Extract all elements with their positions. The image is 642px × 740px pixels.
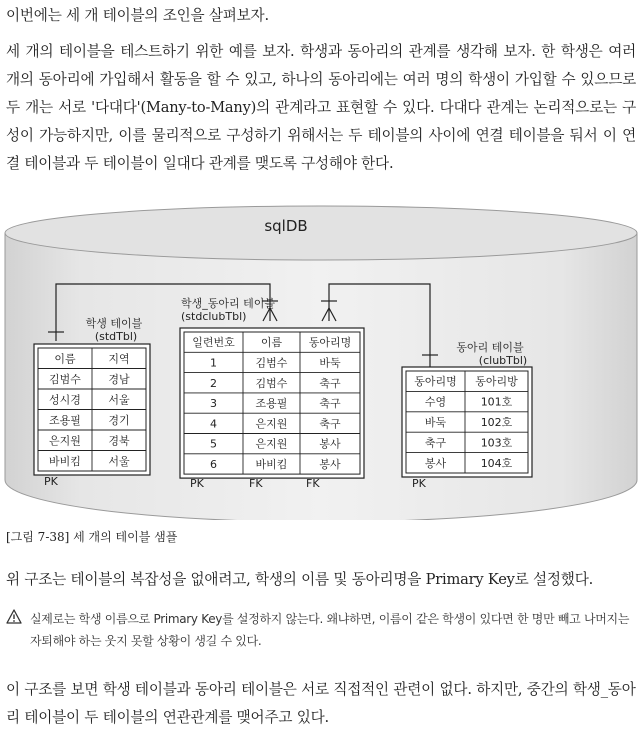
- key-label: PK: [44, 475, 58, 488]
- key-label: PK: [190, 477, 204, 490]
- table-header-cell: 동아리명: [414, 375, 457, 389]
- table-cell: 4: [210, 417, 217, 431]
- paragraph-primary-key: 위 구조는 테이블의 복잡성을 없애려고, 학생의 이름 및 동아리명을 Primary Key로 설정했다.: [6, 571, 594, 588]
- table-cell: 6: [210, 457, 217, 471]
- table-cell: 104호: [480, 456, 513, 470]
- warning-icon: [6, 609, 22, 624]
- table-cell: 은지원: [255, 437, 288, 451]
- table-cell: 경기: [108, 413, 130, 427]
- figure-caption: [그림 7-38] 세 개의 테이블 샘플: [6, 530, 178, 544]
- table-cell: 봉사: [424, 456, 447, 470]
- table-header-cell: 이름: [260, 336, 283, 350]
- table-cell: 축구: [424, 436, 447, 450]
- table-cell: 은지원: [49, 434, 81, 448]
- table-cell: 1: [210, 356, 217, 370]
- table-cell: 봉사: [319, 457, 341, 471]
- std-table-title: 학생 테이블: [85, 317, 143, 330]
- table-cell: 바둑: [424, 416, 447, 429]
- paragraph-relation: 이 구조를 보면 학생 테이블과 동아리 테이블은 서로 직접적인 관련이 없다. 하지만, 중간의 학생_동아리 테이블이 두 테이블의 연관관계를 맺어주고 있다.: [6, 681, 636, 726]
- note-text: 실제로는 학생 이름으로 Primary Key를 설정하지 않는다. 왜냐하면, 이름이 같은 학생이 있다면 한 명만 빼고 나머지는 자퇴해야 하는 웃지 못할 상황이 생길 수 있다.: [30, 612, 630, 648]
- stdclub-table-title: 학생_동아리 테이블: [181, 297, 276, 310]
- key-label: FK: [306, 477, 320, 490]
- intro-paragraph: 이번에는 세 개 테이블의 조인을 살펴보자.: [6, 7, 269, 24]
- std-table-subtitle: (stdTbl): [94, 330, 138, 343]
- table-header-cell: 이름: [54, 352, 76, 366]
- table-cell: 바비킴: [49, 454, 81, 468]
- table-cell: 서울: [108, 393, 130, 407]
- database-cylinder-top: [5, 206, 637, 260]
- table-cell: 축구: [319, 417, 341, 431]
- table-cell: 김범수: [255, 356, 288, 370]
- table-cell: 조용필: [255, 397, 288, 411]
- club-table-subtitle: (clubTbl): [478, 354, 528, 367]
- table-cell: 바비킴: [255, 457, 288, 471]
- table-cell: 바둑: [319, 356, 341, 370]
- table-cell: 101호: [480, 395, 513, 409]
- table-cell: 5: [210, 437, 217, 451]
- table-cell: 축구: [319, 397, 341, 411]
- note-box: [6, 608, 634, 652]
- club-table-title: 동아리 테이블: [456, 341, 524, 354]
- table-cell: 김범수: [255, 376, 288, 390]
- paragraph-many-to-many: 세 개의 테이블을 테스트하기 위한 예를 보자. 학생과 동아리의 관계를 생각해 보자. 한 학생은 여러 개의 동아리에 가입해서 활동을 할 수 있고, 하나의 동아리에는 여러 명의 학생이 가입할 수 있으므로 두 개는 서로 '다대다'(Many-to-Many)의 관계라고 표현할 수 있다. 다대다 관계는 논리적으로는 구성이 가능하지만, 이를 물리적으로 구성하기 위해서는 두 테이블의 사이에 연결 테이블을 둬서 이 연결 테이블과 두 테이블이 일대다 관계를 맺도록 구성해야 한다.: [6, 43, 636, 172]
- table-cell: 경북: [108, 434, 130, 448]
- table-header-cell: 지역: [108, 352, 130, 366]
- table-cell: 102호: [480, 416, 513, 429]
- table-cell: 경남: [108, 372, 130, 386]
- stdclub-table-subtitle: (stdclubTbl): [181, 310, 247, 323]
- database-name: sqlDB: [264, 217, 308, 235]
- table-header-cell: 일련번호: [192, 336, 235, 350]
- three-table-figure: [4, 205, 638, 520]
- std-table: [34, 344, 150, 488]
- table-header-cell: 동아리명: [308, 336, 352, 350]
- table-cell: 서울: [108, 454, 130, 468]
- stdclub-table: [180, 328, 364, 490]
- club-table: [402, 367, 532, 490]
- table-cell: 은지원: [255, 417, 288, 431]
- key-label: PK: [412, 477, 426, 490]
- table-cell: 103호: [480, 436, 513, 450]
- table-cell: 성시경: [49, 393, 81, 407]
- table-cell: 2: [210, 376, 217, 390]
- table-cell: 축구: [319, 376, 341, 390]
- table-cell: 김범수: [49, 372, 81, 386]
- table-cell: 조용필: [49, 413, 81, 427]
- table-cell: 봉사: [319, 437, 341, 451]
- table-header-cell: 동아리방: [475, 375, 518, 389]
- table-cell: 3: [210, 397, 217, 411]
- table-cell: 수영: [424, 395, 447, 409]
- key-label: FK: [249, 477, 263, 490]
